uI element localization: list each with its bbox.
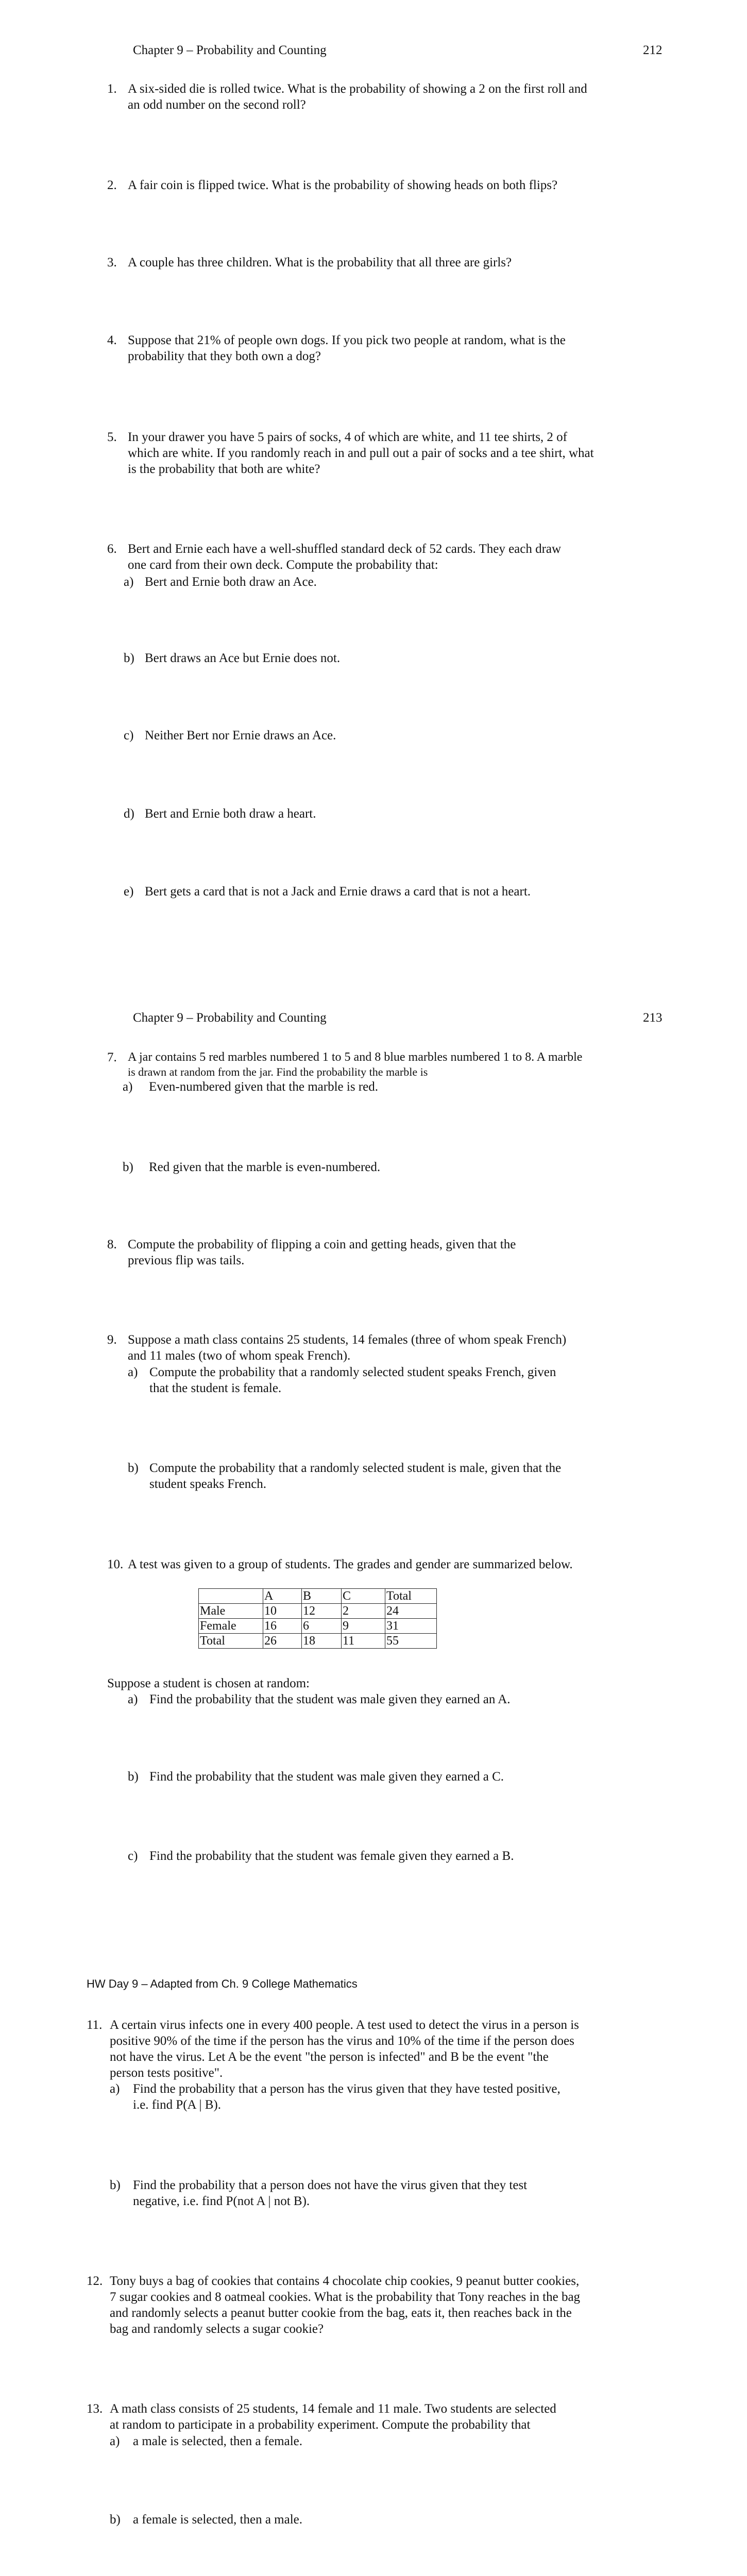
question-line: person tests positive". — [110, 2066, 223, 2080]
question-text — [128, 1236, 516, 1268]
chapter-header: Chapter 9 – Probability and Counting — [133, 43, 327, 57]
question-number: 5. — [107, 430, 117, 444]
question-text — [128, 1332, 566, 1364]
question-text — [110, 2017, 579, 2081]
table-cell: 31 — [385, 1619, 437, 1634]
subpart-text — [133, 2081, 561, 2113]
question-number: 7. — [107, 1050, 117, 1064]
subpart-label: a) — [110, 2434, 120, 2448]
question-line: not have the virus. Let A be the event "the person is infected" and B be the event "the — [110, 2050, 549, 2064]
subpart-line: student speaks French. — [149, 1477, 267, 1491]
question-line: and randomly selects a peanut butter cookie from the bag, eats it, then reaches back in the — [110, 2306, 572, 2320]
question-intro: Suppose a student is chosen at random: — [107, 1676, 310, 1690]
table-cell: 55 — [385, 1634, 437, 1649]
question-line: A six-sided die is rolled twice. What is the probability of showing a 2 on the first roll and — [128, 82, 587, 96]
subpart-text: a female is selected, then a male. — [133, 2513, 303, 2527]
subpart-line: negative, i.e. find P(not A | not B). — [133, 2194, 310, 2208]
table-cell: 26 — [263, 1634, 302, 1649]
table-cell: 6 — [302, 1619, 342, 1634]
subpart-text — [149, 1460, 561, 1492]
page-number: 213 — [643, 1011, 663, 1025]
question-number: 12. — [87, 2274, 103, 2288]
chapter-header: Chapter 9 – Probability and Counting — [133, 1011, 327, 1025]
question-text — [128, 332, 566, 364]
question-line: previous flip was tails. — [128, 1253, 245, 1267]
subpart-text: Bert and Ernie both draw an Ace. — [145, 575, 317, 589]
subpart-text — [149, 1364, 556, 1396]
table-cell: 9 — [342, 1619, 385, 1634]
question-line: A certain virus infects one in every 400 people. A test used to detect the virus in a person is — [110, 2018, 579, 2032]
table-cell: Total — [199, 1634, 263, 1649]
subpart-label: b) — [124, 651, 134, 665]
question-line: is the probability that both are white? — [128, 462, 320, 476]
subpart-label: a) — [123, 1080, 133, 1094]
table-cell: 16 — [263, 1619, 302, 1634]
table-cell — [199, 1589, 263, 1604]
question-line: A jar contains 5 red marbles numbered 1 to 5 and 8 blue marbles numbered 1 to 8. A marble — [128, 1050, 583, 1064]
question-line: at random to participate in a probability experiment. Compute the probability that — [110, 2418, 531, 2432]
question-number: 10. — [107, 1557, 124, 1571]
grades-table — [198, 1588, 437, 1649]
subpart-line: Compute the probability that a randomly selected student speaks French, given — [149, 1365, 556, 1379]
table-row — [199, 1604, 437, 1619]
question-number: 4. — [107, 333, 117, 347]
page-number: 212 — [643, 43, 663, 57]
question-line: which are white. If you randomly reach in and pull out a pair of socks and a tee shirt, what — [128, 446, 594, 460]
question-number: 3. — [107, 256, 117, 269]
table-cell: 10 — [263, 1604, 302, 1619]
table-cell: 18 — [302, 1634, 342, 1649]
question-text — [128, 429, 594, 477]
question-line: Tony buys a bag of cookies that contains 4 chocolate chip cookies, 9 peanut butter cookies, — [110, 2274, 580, 2288]
table-row — [199, 1634, 437, 1649]
subpart-text: Bert draws an Ace but Ernie does not. — [145, 651, 341, 665]
subpart-text: Even-numbered given that the marble is red. — [149, 1080, 378, 1094]
subpart-line: i.e. find P(A | B). — [133, 2098, 221, 2112]
subpart-label: b) — [123, 1160, 133, 1174]
subpart-label: b) — [110, 2513, 121, 2527]
subpart-text: Bert and Ernie both draw a heart. — [145, 807, 316, 821]
table-cell: 24 — [385, 1604, 437, 1619]
question-text — [128, 1049, 582, 1065]
question-text: A couple has three children. What is the probability that all three are girls? — [128, 256, 512, 269]
question-line: A math class consists of 25 students, 14 female and 11 male. Two students are selected — [110, 2402, 556, 2416]
question-line: bag and randomly selects a sugar cookie? — [110, 2322, 324, 2336]
subpart-line: Find the probability that a person has the virus given that they have tested positive, — [133, 2082, 561, 2096]
question-text — [128, 81, 587, 113]
question-line: Suppose a math class contains 25 students, 14 females (three of whom speak French) — [128, 1333, 567, 1347]
subpart-label: a) — [128, 1692, 138, 1706]
subpart-text: Find the probability that the student was male given they earned an A. — [149, 1692, 511, 1706]
table-cell: 12 — [302, 1604, 342, 1619]
subpart-label: d) — [124, 807, 134, 821]
question-line: Bert and Ernie each have a well-shuffled standard deck of 52 cards. They each draw — [128, 542, 562, 556]
section-heading: HW Day 9 – Adapted from Ch. 9 College Mathematics — [87, 1977, 358, 1990]
question-line: one card from their own deck. Compute the probability that: — [128, 558, 438, 572]
subpart-text — [133, 2177, 527, 2209]
table-row — [199, 1619, 437, 1634]
question-text: A fair coin is flipped twice. What is the probability of showing heads on both flips? — [128, 178, 558, 192]
subpart-label: a) — [124, 575, 134, 589]
subpart-text: Neither Bert nor Ernie draws an Ace. — [145, 728, 336, 742]
question-line: and 11 males (two of whom speak French). — [128, 1349, 351, 1363]
table-cell: 11 — [342, 1634, 385, 1649]
subpart-text: Find the probability that the student was male given they earned a C. — [149, 1770, 504, 1784]
question-line: is drawn at random from the jar. Find the probability the marble is — [128, 1065, 428, 1078]
subpart-label: a) — [128, 1365, 138, 1379]
question-number: 6. — [107, 542, 117, 556]
subpart-label: a) — [110, 2082, 120, 2096]
table-cell: Total — [385, 1589, 437, 1604]
subpart-text: a male is selected, then a female. — [133, 2434, 303, 2448]
subpart-label: b) — [128, 1770, 139, 1784]
table-cell: B — [302, 1589, 342, 1604]
question-number: 1. — [107, 82, 117, 96]
table-cell: C — [342, 1589, 385, 1604]
question-line: 7 sugar cookies and 8 oatmeal cookies. What is the probability that Tony reaches in the bag — [110, 2290, 581, 2304]
question-line: an odd number on the second roll? — [128, 98, 306, 112]
question-number: 8. — [107, 1238, 117, 1251]
question-number: 13. — [87, 2402, 103, 2416]
subpart-line: Find the probability that a person does not have the virus given that they test — [133, 2178, 528, 2192]
table-header-row — [199, 1589, 437, 1604]
question-line: In your drawer you have 5 pairs of socks, 4 of which are white, and 11 tee shirts, 2 of — [128, 430, 568, 444]
subpart-label: b) — [128, 1461, 139, 1475]
question-number: 9. — [107, 1333, 117, 1347]
subpart-text: Bert gets a card that is not a Jack and Ernie draws a card that is not a heart. — [145, 885, 531, 899]
question-text — [128, 541, 561, 573]
question-line: Suppose that 21% of people own dogs. If you pick two people at random, what is the — [128, 333, 566, 347]
question-line: probability that they both own a dog? — [128, 349, 321, 363]
subpart-label: c) — [128, 1849, 138, 1863]
subpart-label: b) — [110, 2178, 121, 2192]
table-cell: Male — [199, 1604, 263, 1619]
table-cell: Female — [199, 1619, 263, 1634]
question-number: 2. — [107, 178, 117, 192]
question-line: positive 90% of the time if the person has the virus and 10% of the time if the person does — [110, 2034, 574, 2048]
table-cell: A — [263, 1589, 302, 1604]
subpart-text: Red given that the marble is even-numbered. — [149, 1160, 381, 1174]
question-number: 11. — [87, 2018, 103, 2032]
subpart-line: that the student is female. — [149, 1381, 282, 1395]
table-cell: 2 — [342, 1604, 385, 1619]
subpart-label: e) — [124, 885, 134, 899]
question-text — [110, 2273, 580, 2337]
subpart-label: c) — [124, 728, 134, 742]
question-line: Compute the probability of flipping a coin and getting heads, given that the — [128, 1238, 516, 1251]
question-text: A test was given to a group of students. The grades and gender are summarized below. — [128, 1557, 573, 1571]
subpart-text: Find the probability that the student was female given they earned a B. — [149, 1849, 514, 1863]
subpart-line: Compute the probability that a randomly selected student is male, given that the — [149, 1461, 562, 1475]
question-text — [110, 2401, 556, 2433]
